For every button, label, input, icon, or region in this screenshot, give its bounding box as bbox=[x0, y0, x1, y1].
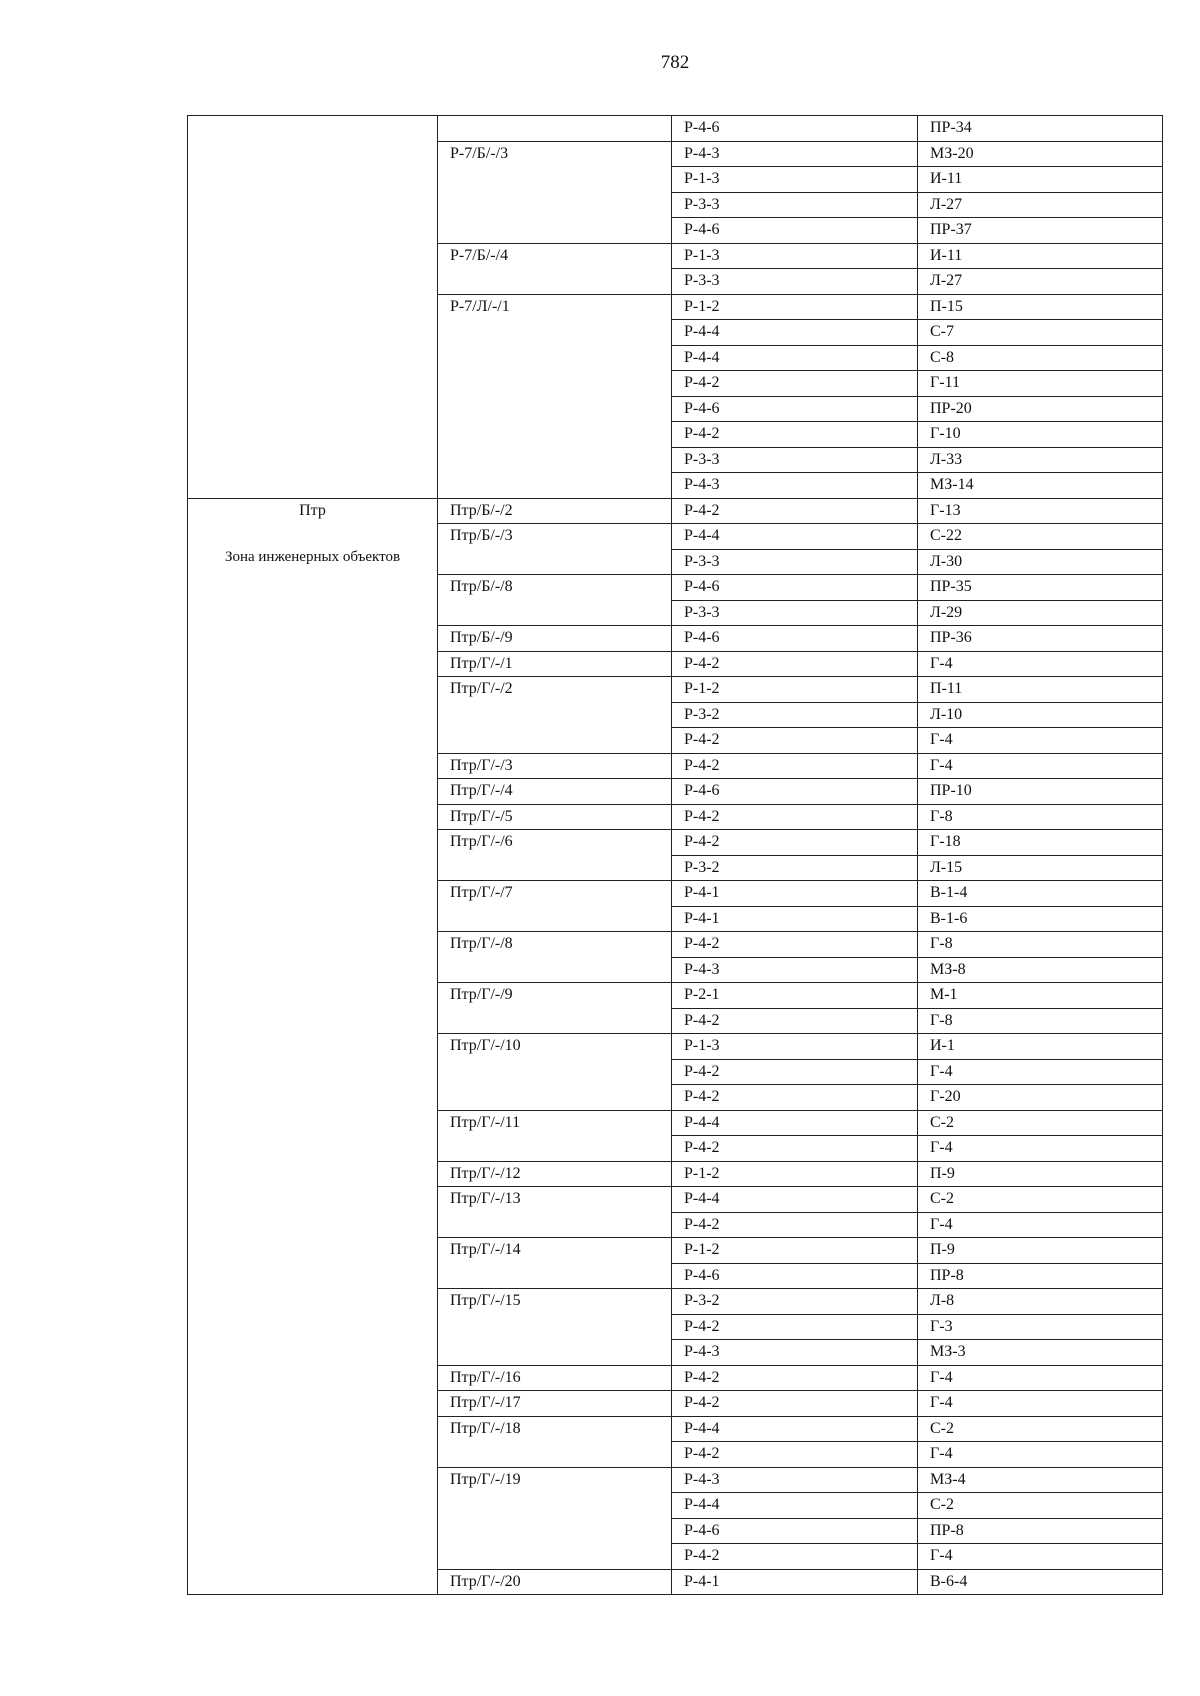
parameter-code-cell: Г-4 bbox=[918, 651, 1163, 677]
regulation-code-cell: Р-4-2 bbox=[672, 1391, 918, 1417]
parameter-code-cell: Г-4 bbox=[918, 1365, 1163, 1391]
parameter-code-cell: С-7 bbox=[918, 320, 1163, 346]
parameter-code-cell: Г-20 bbox=[918, 1085, 1163, 1111]
object-id-cell: Птр/Г/-/2 bbox=[438, 677, 672, 754]
regulation-code-cell: Р-4-6 bbox=[672, 575, 918, 601]
object-id-cell: Птр/Б/-/3 bbox=[438, 524, 672, 575]
parameter-code-cell: П-11 bbox=[918, 677, 1163, 703]
regulation-code-cell: Р-4-2 bbox=[672, 1365, 918, 1391]
object-id-cell: Птр/Г/-/8 bbox=[438, 932, 672, 983]
regulation-code-cell: Р-4-4 bbox=[672, 524, 918, 550]
page-number: 782 bbox=[660, 52, 690, 73]
regulation-code-cell: Р-3-2 bbox=[672, 1289, 918, 1315]
parameter-code-cell: МЗ-8 bbox=[918, 957, 1163, 983]
object-id-cell bbox=[438, 116, 672, 142]
parameter-code-cell: Г-8 bbox=[918, 804, 1163, 830]
object-id-cell: Птр/Г/-/7 bbox=[438, 881, 672, 932]
object-id-cell: Птр/Г/-/1 bbox=[438, 651, 672, 677]
parameter-code-cell: С-2 bbox=[918, 1187, 1163, 1213]
parameter-code-cell: Л-30 bbox=[918, 549, 1163, 575]
parameter-code-cell: Г-4 bbox=[918, 1136, 1163, 1162]
parameter-code-cell: Л-33 bbox=[918, 447, 1163, 473]
parameter-code-cell: И-1 bbox=[918, 1034, 1163, 1060]
object-id-cell: Птр/Г/-/10 bbox=[438, 1034, 672, 1111]
zone-cell bbox=[188, 498, 438, 1595]
regulation-code-cell: Р-4-4 bbox=[672, 345, 918, 371]
parameter-code-cell: ПР-10 bbox=[918, 779, 1163, 805]
object-id-cell: Птр/Г/-/19 bbox=[438, 1467, 672, 1569]
regulation-code-cell: Р-4-3 bbox=[672, 1340, 918, 1366]
parameter-code-cell: Л-27 bbox=[918, 269, 1163, 295]
regulation-code-cell: Р-4-6 bbox=[672, 396, 918, 422]
regulation-code-cell: Р-4-2 bbox=[672, 1059, 918, 1085]
parameter-code-cell: ПР-37 bbox=[918, 218, 1163, 244]
regulation-code-cell: Р-4-1 bbox=[672, 906, 918, 932]
parameter-code-cell: МЗ-3 bbox=[918, 1340, 1163, 1366]
zone-name: Зона инженерных объектов bbox=[224, 548, 401, 565]
parameter-code-cell: П-15 bbox=[918, 294, 1163, 320]
regulation-code-cell: Р-4-2 bbox=[672, 728, 918, 754]
object-id-cell: Птр/Г/-/16 bbox=[438, 1365, 672, 1391]
parameter-code-cell: Г-4 bbox=[918, 1442, 1163, 1468]
parameter-code-cell: ПР-8 bbox=[918, 1518, 1163, 1544]
parameter-code-cell: Г-3 bbox=[918, 1314, 1163, 1340]
object-id-cell: Р-7/Б/-/4 bbox=[438, 243, 672, 294]
parameter-code-cell: С-2 bbox=[918, 1110, 1163, 1136]
parameter-code-cell: С-22 bbox=[918, 524, 1163, 550]
regulation-code-cell: Р-4-4 bbox=[672, 320, 918, 346]
regulation-code-cell: Р-4-2 bbox=[672, 753, 918, 779]
parameter-code-cell: Г-4 bbox=[918, 1391, 1163, 1417]
table-row bbox=[188, 498, 1163, 524]
parameter-code-cell: Л-27 bbox=[918, 192, 1163, 218]
zone-code: Птр bbox=[299, 501, 326, 519]
object-id-cell: Птр/Г/-/18 bbox=[438, 1416, 672, 1467]
object-id-cell: Птр/Г/-/14 bbox=[438, 1238, 672, 1289]
parameter-code-cell: Г-4 bbox=[918, 1544, 1163, 1570]
parameter-code-cell: Г-4 bbox=[918, 753, 1163, 779]
regulation-code-cell: Р-4-2 bbox=[672, 422, 918, 448]
regulation-code-cell: Р-4-6 bbox=[672, 218, 918, 244]
regulation-code-cell: Р-4-3 bbox=[672, 473, 918, 499]
parameter-code-cell: Г-10 bbox=[918, 422, 1163, 448]
regulation-code-cell: Р-4-2 bbox=[672, 651, 918, 677]
zones-table bbox=[187, 115, 1163, 1595]
regulation-code-cell: Р-4-2 bbox=[672, 932, 918, 958]
regulation-code-cell: Р-1-2 bbox=[672, 294, 918, 320]
parameter-code-cell: Л-15 bbox=[918, 855, 1163, 881]
object-id-cell: Птр/Г/-/17 bbox=[438, 1391, 672, 1417]
regulation-code-cell: Р-1-3 bbox=[672, 167, 918, 193]
object-id-cell: Р-7/Б/-/3 bbox=[438, 141, 672, 243]
regulation-code-cell: Р-1-3 bbox=[672, 243, 918, 269]
regulation-code-cell: Р-1-3 bbox=[672, 1034, 918, 1060]
object-id-cell: Птр/Б/-/2 bbox=[438, 498, 672, 524]
parameter-code-cell: П-9 bbox=[918, 1161, 1163, 1187]
regulation-code-cell: Р-4-2 bbox=[672, 371, 918, 397]
regulation-code-cell: Р-4-4 bbox=[672, 1493, 918, 1519]
regulation-code-cell: Р-3-3 bbox=[672, 600, 918, 626]
object-id-cell: Птр/Г/-/9 bbox=[438, 983, 672, 1034]
regulation-code-cell: Р-4-2 bbox=[672, 804, 918, 830]
regulation-code-cell: Р-4-2 bbox=[672, 498, 918, 524]
object-id-cell: Птр/Г/-/12 bbox=[438, 1161, 672, 1187]
parameter-code-cell: Г-4 bbox=[918, 1212, 1163, 1238]
regulation-code-cell: Р-4-3 bbox=[672, 957, 918, 983]
regulation-code-cell: Р-4-2 bbox=[672, 1314, 918, 1340]
regulation-code-cell: Р-4-2 bbox=[672, 1544, 918, 1570]
parameter-code-cell: С-8 bbox=[918, 345, 1163, 371]
parameter-code-cell: Л-8 bbox=[918, 1289, 1163, 1315]
parameter-code-cell: И-11 bbox=[918, 167, 1163, 193]
object-id-cell: Птр/Г/-/15 bbox=[438, 1289, 672, 1366]
regulation-code-cell: Р-4-1 bbox=[672, 881, 918, 907]
parameter-code-cell: Г-18 bbox=[918, 830, 1163, 856]
regulation-code-cell: Р-3-3 bbox=[672, 192, 918, 218]
parameter-code-cell: И-11 bbox=[918, 243, 1163, 269]
parameter-code-cell: МЗ-14 bbox=[918, 473, 1163, 499]
regulation-code-cell: Р-4-4 bbox=[672, 1187, 918, 1213]
regulation-code-cell: Р-1-2 bbox=[672, 1161, 918, 1187]
regulation-code-cell: Р-4-6 bbox=[672, 1518, 918, 1544]
parameter-code-cell: В-1-6 bbox=[918, 906, 1163, 932]
object-id-cell: Птр/Б/-/9 bbox=[438, 626, 672, 652]
regulation-code-cell: Р-4-2 bbox=[672, 1212, 918, 1238]
regulation-code-cell: Р-4-3 bbox=[672, 1467, 918, 1493]
regulation-code-cell: Р-1-2 bbox=[672, 1238, 918, 1264]
regulation-code-cell: Р-4-6 bbox=[672, 1263, 918, 1289]
parameter-code-cell: ПР-8 bbox=[918, 1263, 1163, 1289]
regulation-code-cell: Р-1-2 bbox=[672, 677, 918, 703]
regulation-code-cell: Р-3-2 bbox=[672, 702, 918, 728]
regulation-code-cell: Р-3-3 bbox=[672, 447, 918, 473]
object-id-cell: Птр/Г/-/6 bbox=[438, 830, 672, 881]
parameter-code-cell: ПР-20 bbox=[918, 396, 1163, 422]
parameter-code-cell: В-6-4 bbox=[918, 1569, 1163, 1595]
parameter-code-cell: Г-4 bbox=[918, 1059, 1163, 1085]
parameter-code-cell: Г-8 bbox=[918, 1008, 1163, 1034]
parameter-code-cell: Г-8 bbox=[918, 932, 1163, 958]
regulation-code-cell: Р-4-2 bbox=[672, 1136, 918, 1162]
parameter-code-cell: Л-10 bbox=[918, 702, 1163, 728]
object-id-cell: Птр/Г/-/4 bbox=[438, 779, 672, 805]
regulation-code-cell: Р-4-2 bbox=[672, 1085, 918, 1111]
object-id-cell: Птр/Г/-/3 bbox=[438, 753, 672, 779]
parameter-code-cell: Л-29 bbox=[918, 600, 1163, 626]
object-id-cell: Птр/Г/-/20 bbox=[438, 1569, 672, 1595]
regulation-code-cell: Р-4-4 bbox=[672, 1416, 918, 1442]
parameter-code-cell: С-2 bbox=[918, 1493, 1163, 1519]
parameter-code-cell: Г-4 bbox=[918, 728, 1163, 754]
object-id-cell: Птр/Г/-/11 bbox=[438, 1110, 672, 1161]
zone-cell-previous bbox=[188, 116, 438, 499]
parameter-code-cell: С-2 bbox=[918, 1416, 1163, 1442]
regulation-code-cell: Р-4-2 bbox=[672, 1442, 918, 1468]
regulation-code-cell: Р-4-2 bbox=[672, 1008, 918, 1034]
parameter-code-cell: МЗ-4 bbox=[918, 1467, 1163, 1493]
object-id-cell: Птр/Б/-/8 bbox=[438, 575, 672, 626]
object-id-cell: Р-7/Л/-/1 bbox=[438, 294, 672, 498]
regulation-code-cell: Р-4-3 bbox=[672, 141, 918, 167]
parameter-code-cell: М-1 bbox=[918, 983, 1163, 1009]
object-id-cell: Птр/Г/-/13 bbox=[438, 1187, 672, 1238]
regulation-code-cell: Р-4-6 bbox=[672, 116, 918, 142]
regulation-code-cell: Р-4-6 bbox=[672, 779, 918, 805]
regulation-code-cell: Р-4-6 bbox=[672, 626, 918, 652]
parameter-code-cell: П-9 bbox=[918, 1238, 1163, 1264]
regulation-code-cell: Р-4-1 bbox=[672, 1569, 918, 1595]
table-row bbox=[188, 116, 1163, 142]
parameter-code-cell: Г-11 bbox=[918, 371, 1163, 397]
regulation-code-cell: Р-4-2 bbox=[672, 830, 918, 856]
parameter-code-cell: МЗ-20 bbox=[918, 141, 1163, 167]
parameter-code-cell: ПР-34 bbox=[918, 116, 1163, 142]
regulation-code-cell: Р-2-1 bbox=[672, 983, 918, 1009]
regulation-code-cell: Р-4-4 bbox=[672, 1110, 918, 1136]
parameter-code-cell: ПР-36 bbox=[918, 626, 1163, 652]
regulation-code-cell: Р-3-3 bbox=[672, 549, 918, 575]
parameter-code-cell: Г-13 bbox=[918, 498, 1163, 524]
parameter-code-cell: В-1-4 bbox=[918, 881, 1163, 907]
object-id-cell: Птр/Г/-/5 bbox=[438, 804, 672, 830]
parameter-code-cell: ПР-35 bbox=[918, 575, 1163, 601]
regulation-code-cell: Р-3-3 bbox=[672, 269, 918, 295]
regulation-code-cell: Р-3-2 bbox=[672, 855, 918, 881]
